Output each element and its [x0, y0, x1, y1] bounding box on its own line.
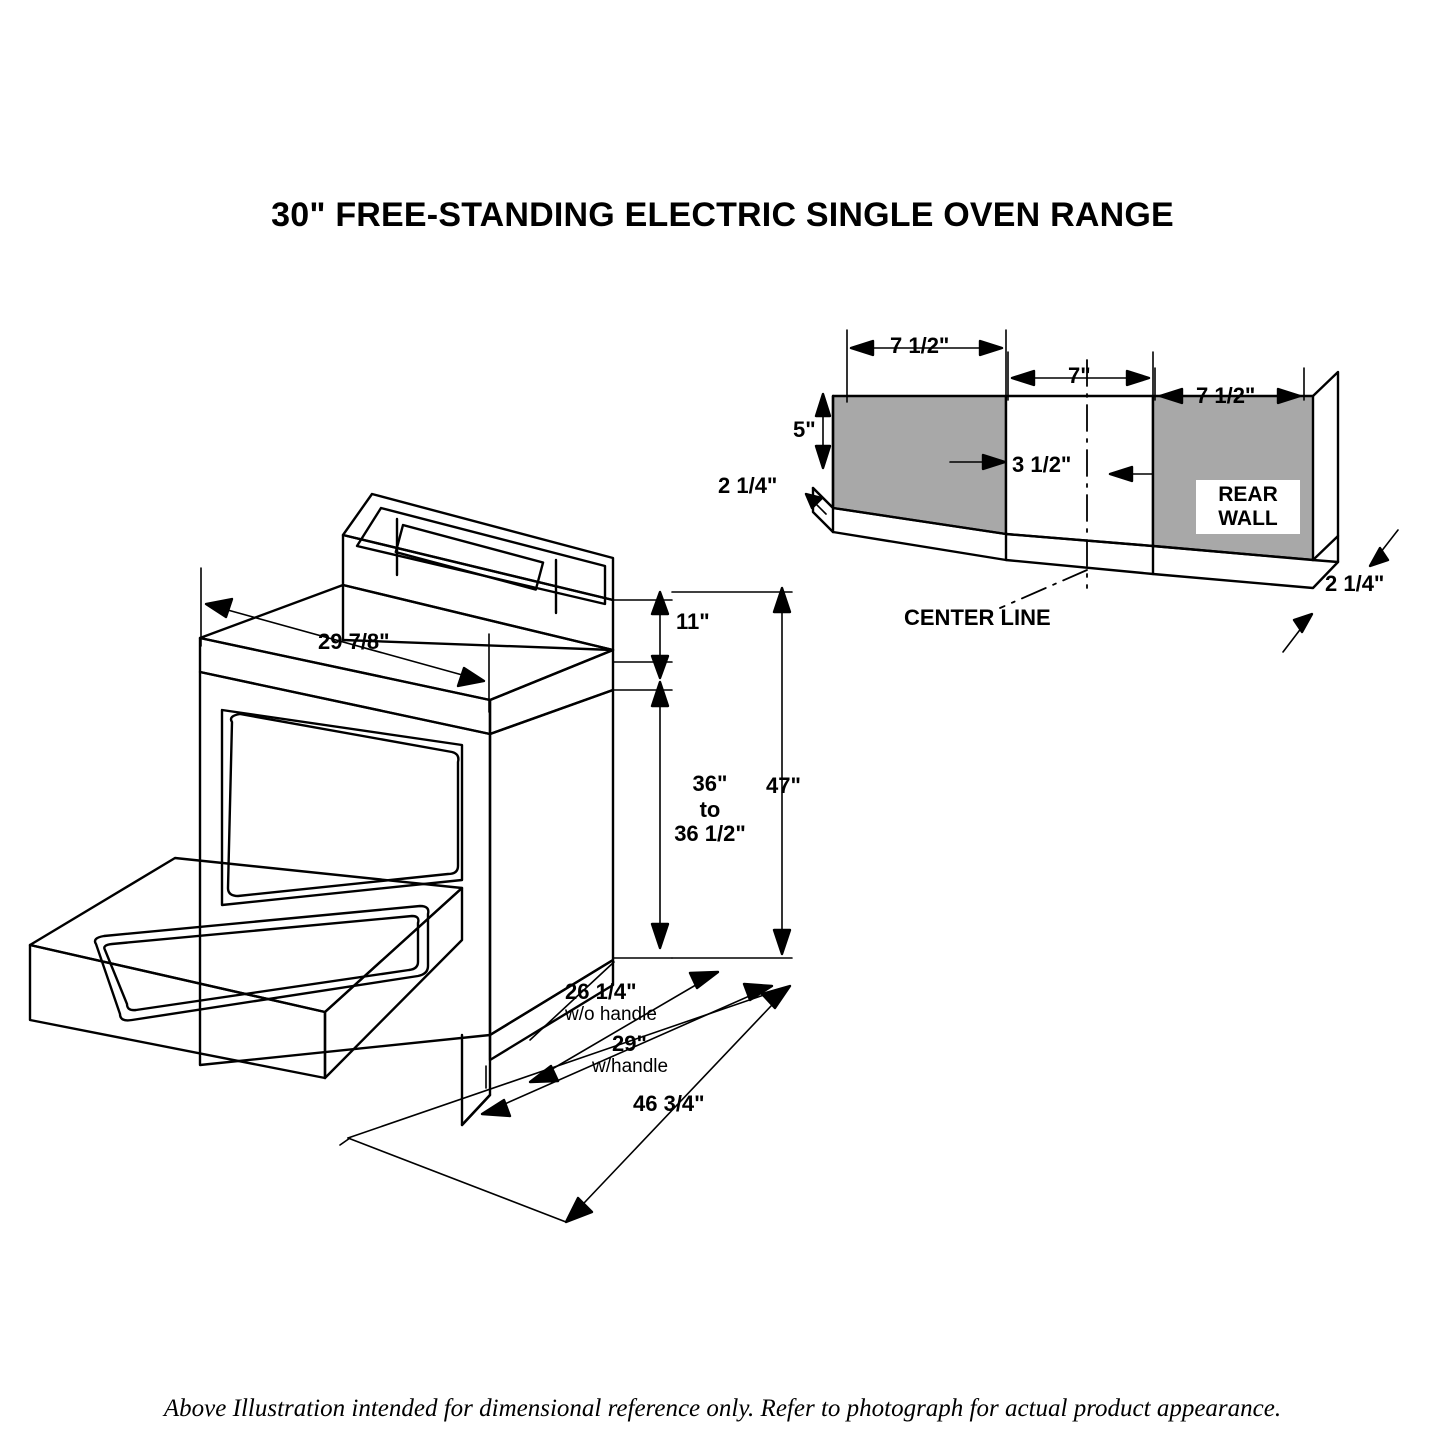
label-depth-with-handle-note: w/handle — [592, 1056, 669, 1077]
label-cooktop-height-1: 36" — [692, 771, 728, 796]
arrow-46-left — [566, 1198, 592, 1222]
rear-panel-left — [833, 396, 1006, 534]
label-left-depth: 2 1/4" — [718, 473, 778, 498]
arrow-left-75-a — [851, 341, 873, 355]
rear-panel-right — [1153, 396, 1313, 560]
arrow-width-left — [206, 599, 232, 617]
backguard-top — [343, 494, 613, 600]
oven-door-front-edge — [30, 945, 325, 1078]
label-depth-door-open: 46 3/4" — [633, 1091, 705, 1116]
label-depth-no-handle: 26 1/4" — [565, 979, 637, 1004]
cooktop-side-edge — [490, 650, 613, 734]
ext-46-door — [340, 1138, 350, 1145]
center-line-leader — [1000, 570, 1087, 608]
rear-wall-label-line2: WALL — [1218, 507, 1278, 531]
page-title: 30" FREE-STANDING ELECTRIC SINGLE OVEN RANGE — [271, 196, 1174, 234]
label-cooktop-height-3: 36 1/2" — [674, 821, 746, 846]
arrow-left-75-b — [980, 341, 1002, 355]
arrow-5-up — [816, 394, 830, 416]
label-right-offset: 7 1/2" — [1196, 383, 1256, 408]
arrow-225-right-lower — [1294, 614, 1312, 632]
disclaimer-note: Above Illustration intended for dimensional reference only. Refer to photograph for actual product appearance. — [163, 1395, 1282, 1422]
arrow-29-left — [482, 1100, 510, 1116]
range-front-body — [200, 672, 490, 1065]
ext-46-lead — [348, 1138, 566, 1222]
label-width: 29 7/8" — [318, 629, 390, 654]
arrow-47-down — [774, 930, 790, 954]
rear-wall-label-line1: REAR — [1218, 483, 1278, 506]
label-lower-height: 3 1/2" — [1012, 452, 1072, 477]
oven-window-inner — [228, 714, 458, 896]
arrow-width-right — [458, 668, 484, 686]
label-left-offset: 7 1/2" — [890, 333, 950, 358]
rear-right-bevel — [1313, 536, 1338, 562]
oven-door-top — [30, 858, 462, 1012]
arrow-36-down — [652, 924, 668, 948]
label-overall-height: 47" — [766, 773, 801, 798]
range-kick-edge — [462, 1095, 490, 1125]
arrow-11-up — [652, 592, 668, 614]
arrow-center-7-b — [1127, 371, 1149, 385]
arrow-5-down — [816, 446, 830, 468]
label-depth-with-handle: 29" — [612, 1031, 647, 1056]
arrow-36-up — [652, 682, 668, 706]
label-backguard-height: 11" — [676, 609, 710, 634]
label-upper-height: 5" — [793, 417, 816, 442]
label-center-width: 7" — [1068, 363, 1091, 388]
rear-right-edge — [1313, 372, 1338, 536]
label-center-line: CENTER LINE — [904, 605, 1051, 630]
arrow-center-7-a — [1012, 371, 1034, 385]
label-depth-no-handle-note: w/o handle — [565, 1004, 657, 1025]
arrow-225-right-upper — [1370, 548, 1388, 566]
label-cooktop-height-2: to — [699, 797, 721, 822]
arrow-11-down — [652, 656, 668, 678]
label-right-depth: 2 1/4" — [1325, 571, 1385, 596]
oven-door-inner-panel-2 — [104, 916, 418, 1010]
